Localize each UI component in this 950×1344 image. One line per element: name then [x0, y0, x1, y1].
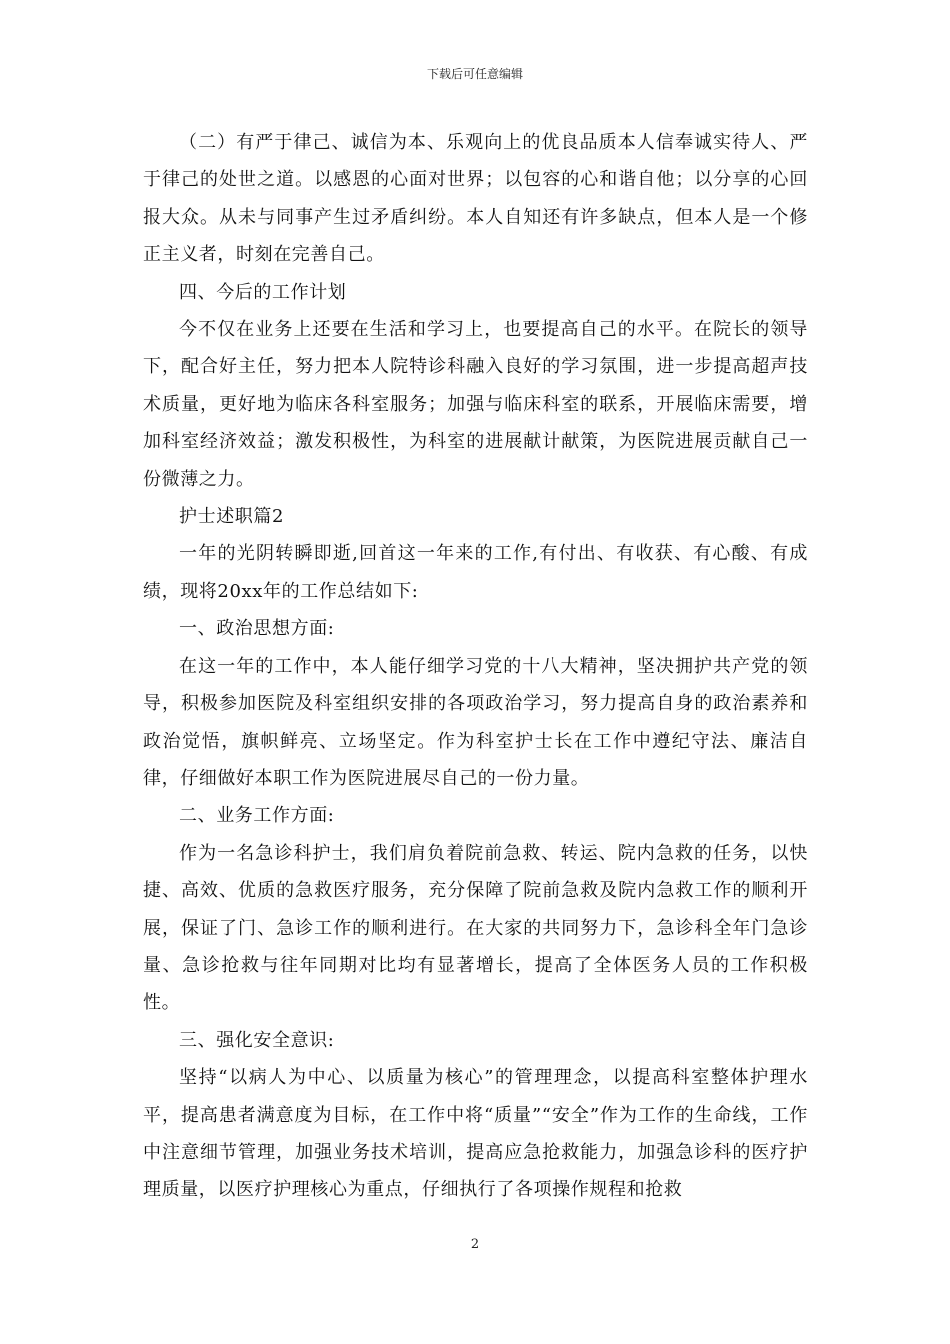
page-header: 下载后可任意编辑: [426, 67, 523, 81]
heading-report-2: 护士述职篇2: [179, 506, 285, 528]
paragraph-safety-awareness: 坚持“以病人为中心、以质量为核心”的管理理念，以提高科室整体护理水平，提高患者满意度为目标，在工作中将“质量”“安全”作为工作的生命线，工作中注意细节管理，加强业务技术培训，提高应急抢救能力，加强急诊科的医疗护理质量，以医疗护理核心为重点，仔细执行了各项操作规程和抢救: [143, 1067, 808, 1201]
paragraph-business-work: 作为一名急诊科护士，我们肩负着院前急救、转运、院内急救的任务，以快捷、高效、优质的急救医疗服务，充分保障了院前急救及院内急救工作的顺利开展，保证了门、急诊工作的顺利进行。在大家的共同努力下，急诊科全年门急诊量、急诊抢救与往年同期对比均有显著增长，提高了全体医务人员的工作积极性。: [143, 842, 808, 1014]
heading-future-plan: 四、今后的工作计划: [179, 281, 347, 303]
heading-safety-awareness: 三、强化安全意识:: [179, 1029, 335, 1051]
document-body: [143, 124, 808, 1209]
paragraph-year-summary: 一年的光阴转瞬即逝,回首这一年来的工作,有付出、有收获、有心酸、有成绩，现将20xx年的工作总结如下:: [143, 543, 808, 602]
paragraph-integrity: （二）有严于律己、诚信为本、乐观向上的优良品质本人信奉诚实待人、严于律己的处世之道。以感恩的心面对世界；以包容的心和谐自他；以分享的心回报大众。从未与同事产生过矛盾纠纷。本人自知还有许多缺点，但本人是一个修正主义者，时刻在完善自己。: [143, 132, 808, 266]
heading-political-thought: 一、政治思想方面:: [179, 618, 335, 640]
paragraph-political-thought: 在这一年的工作中，本人能仔细学习党的十八大精神，坚决拥护共产党的领导，积极参加医院及科室组织安排的各项政治学习，努力提高自身的政治素养和政治觉悟，旗帜鲜亮、立场坚定。作为科室护士长在工作中遵纪守法、廉洁自律，仔细做好本职工作为医院进展尽自己的一份力量。: [143, 655, 808, 789]
page-number: 2: [470, 1237, 480, 1252]
paragraph-future-plan: 今不仅在业务上还要在生活和学习上，也要提高自己的水平。在院长的领导下，配合好主任，努力把本人院特诊科融入良好的学习氛围，进一步提高超声技术质量，更好地为临床各科室服务；加强与临床科室的联系，开展临床需要，增加科室经济效益；激发积极性，为科室的进展献计献策，为医院进展贡献自己一份微薄之力。: [143, 319, 808, 490]
heading-business-work: 二、业务工作方面:: [179, 805, 335, 827]
